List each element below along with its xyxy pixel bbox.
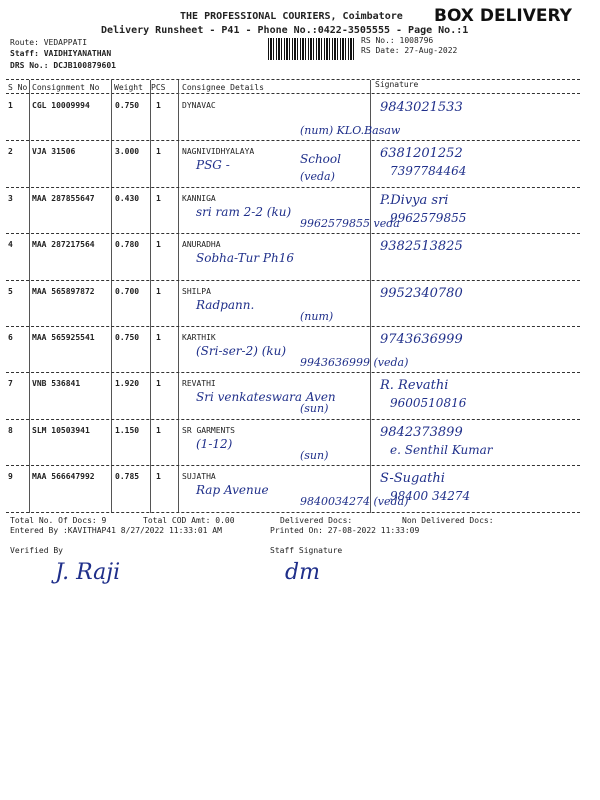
row-5-h1: Radpann. [196, 297, 255, 312]
row-6-sno: 6 [8, 333, 13, 342]
row-6-h1: (Sri-ser-2) (ku) [196, 344, 287, 358]
row-9-s1: S-Sugathi [380, 471, 445, 487]
row-2-s1: 6381201252 [380, 146, 463, 162]
row-9-h1: Rap Avenue [196, 483, 269, 498]
row-8-s1: 9842373899 [380, 424, 463, 440]
row-1-wt: 0.750 [115, 101, 140, 110]
row-4-h1: Sobha-Tur Ph16 [196, 251, 294, 266]
rs-date: RS Date: 27-Aug-2022 [361, 46, 458, 55]
row-9-s2: 98400 34274 [390, 489, 471, 504]
row-8-cn: SLM 10503941 [32, 425, 90, 435]
row-1-s1: 9843021533 [380, 100, 463, 115]
row-divider [6, 280, 580, 281]
row-9-pcs: 1 [156, 472, 161, 482]
staff-signature: dm [285, 560, 320, 585]
row-7-sno: 7 [8, 379, 13, 389]
row-5-cn: MAA 565897872 [32, 286, 95, 296]
row-8-h2: (sun) [300, 448, 329, 462]
row-3-sno: 3 [8, 193, 13, 203]
box-delivery-stamp: BOX DELIVERY [434, 6, 572, 26]
row-6-cn: MAA 565925541 [32, 333, 95, 342]
row-2-wt: 3.000 [115, 147, 140, 157]
row-8-pcs: 1 [156, 425, 161, 435]
row-3-wt: 0.430 [115, 193, 140, 203]
row-4-name: ANURADHA [182, 240, 221, 250]
row-2-extra: School [300, 152, 341, 167]
row-9-cn: MAA 566647992 [32, 472, 95, 482]
row-4-wt: 0.780 [115, 240, 140, 250]
row-divider [6, 465, 580, 466]
row-5-s1: 9952340780 [380, 285, 463, 301]
barcode [268, 38, 354, 60]
row-1-sno: 1 [8, 101, 13, 110]
col-consignee: Consignee Details [182, 83, 264, 92]
row-2-cn: VJA 31506 [32, 147, 76, 157]
row-divider [6, 187, 580, 188]
route: Route: VEDAPPATI [10, 38, 88, 47]
col-pcs: PCS [151, 83, 166, 92]
row-divider [6, 372, 580, 373]
row-5-sno: 5 [8, 286, 13, 296]
row-4-cn: MAA 287217564 [32, 240, 95, 250]
row-9-h2: 9840034274 (veda) [300, 495, 409, 509]
runsheet-title: Delivery Runsheet - P41 - Phone No.:0422-3505555 - Page No.:1 [101, 25, 469, 36]
row-1-pcs: 1 [156, 101, 161, 110]
row-3-cn: MAA 287855647 [32, 193, 95, 203]
drs-number: DRS No.: DCJB100879601 [10, 61, 116, 70]
row-divider [6, 326, 580, 327]
row-3-name: KANNIGA [182, 193, 216, 203]
col-sno: S No [8, 83, 28, 92]
row-3-s1: P.Divya sri [380, 192, 449, 208]
non-delivered-docs: Non Delivered Docs: [402, 516, 494, 525]
row-7-s1: R. Revathi [380, 378, 449, 394]
row-7-wt: 1.920 [115, 379, 140, 389]
row-divider [6, 233, 580, 234]
row-8-wt: 1.150 [115, 425, 140, 435]
row-7-h1: Sri venkateswara Aven [196, 390, 336, 405]
row-divider [6, 140, 580, 141]
row-1-cn: CGL 10009994 [32, 101, 90, 110]
row-1-h2: (num) KLO.Basaw [300, 124, 401, 137]
row-9-wt: 0.785 [115, 472, 140, 482]
row-4-pcs: 1 [156, 240, 161, 250]
row-7-h2: (sun) [300, 402, 329, 416]
printed-on: Printed On: 27-08-2022 11:33:09 [270, 526, 420, 535]
col-consignment: Consignment No [32, 83, 100, 92]
row-6-pcs: 1 [156, 333, 161, 342]
entered-by: Entered By :KAVITHAP41 8/27/2022 11:33:01 AM [10, 526, 222, 535]
row-8-name: SR GARMENTS [182, 425, 235, 435]
verified-signature: J. Raji [55, 560, 121, 585]
row-7-pcs: 1 [156, 379, 161, 389]
row-4-s1: 9382513825 [380, 239, 463, 255]
row-6-s1: 9743636999 [380, 332, 463, 347]
col-weight: Weight [114, 83, 143, 92]
row-2-h2: (veda) [300, 170, 335, 184]
row-4-sno: 4 [8, 240, 13, 250]
row-9-name: SUJATHA [182, 472, 216, 482]
row-divider [6, 419, 580, 420]
row-7-cn: VNB 536841 [32, 379, 81, 389]
row-2-name: NAGNIVIDHYALAYA [182, 147, 255, 157]
row-2-h1: PSG - [196, 158, 230, 173]
delivered-docs: Delivered Docs: [280, 516, 353, 525]
row-6-h2: 9943636999 (veda) [300, 356, 409, 369]
row-2-sno: 2 [8, 147, 13, 157]
row-2-pcs: 1 [156, 147, 161, 157]
row-3-s2: 9962579855 [390, 210, 467, 225]
row-2-s2: 7397784464 [390, 164, 467, 179]
verified-by: Verified By [10, 546, 63, 555]
row-8-sno: 8 [8, 425, 13, 435]
row-6-name: KARTHIK [182, 333, 216, 342]
row-5-h2: (num) [300, 309, 334, 323]
row-3-pcs: 1 [156, 193, 161, 203]
staff-signature-label: Staff Signature [270, 546, 343, 555]
row-7-name: REVATHI [182, 379, 216, 389]
row-6-wt: 0.750 [115, 333, 140, 342]
col-signature: Signature [375, 80, 419, 89]
row-9-sno: 9 [8, 472, 13, 482]
company-name: THE PROFESSIONAL COURIERS, Coimbatore [180, 11, 403, 22]
row-3-h1: sri ram 2-2 (ku) [196, 204, 292, 219]
row-8-h1: (1-12) [196, 436, 233, 451]
row-5-pcs: 1 [156, 286, 161, 296]
row-1-name: DYNAVAC [182, 101, 216, 110]
staff: Staff: VAIDHIYANATHAN [10, 49, 112, 58]
row-5-wt: 0.700 [115, 286, 140, 296]
row-3-h2: 9962579855 veda [300, 216, 400, 230]
row-8-s2: e. Senthil Kumar [390, 442, 493, 457]
row-7-s2: 9600510816 [390, 396, 467, 411]
total-docs: Total No. Of Docs: 9 [10, 516, 107, 525]
row-5-name: SHILPA [182, 286, 211, 296]
rs-number: RS No.: 1008796 [361, 36, 434, 45]
total-cod: Total COD Amt: 0.00 [143, 516, 235, 525]
